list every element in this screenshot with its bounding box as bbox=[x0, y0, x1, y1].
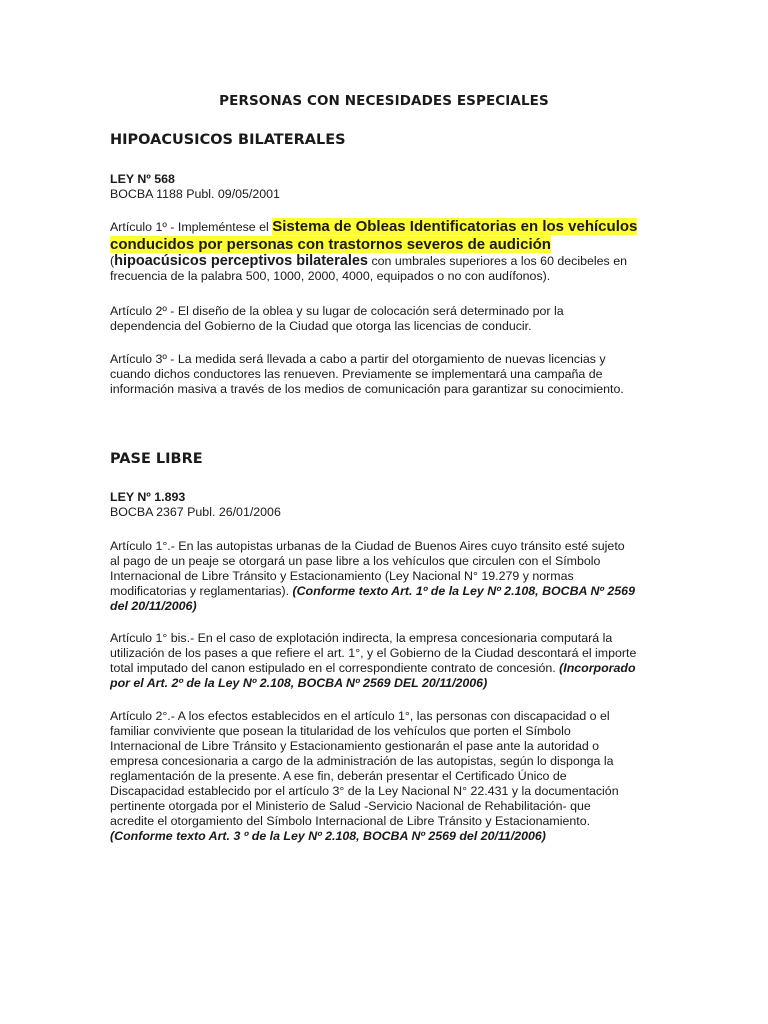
article-line: familiar conviviente que posean la titularidad de los vehículos que porten el Símbolo bbox=[110, 724, 571, 738]
article-line: Internacional de Libre Tránsito y Estacionamiento (Ley Nacional N° 19.279 y normas bbox=[110, 569, 574, 583]
article-line: cuando dichos conductores las renueven. Previamente se implementará una campaña de bbox=[110, 367, 603, 381]
article-line bbox=[110, 661, 670, 676]
article-1-oblea bbox=[110, 218, 670, 284]
article-line: Artículo 3º - La medida será llevada a cabo a partir del otorgamiento de nuevas licencias y bbox=[110, 352, 606, 366]
article-line: reglamentación de la presente. A ese fin, deberán presentar el Certificado Único de bbox=[110, 769, 567, 783]
law-number: LEY Nº 1.893 bbox=[110, 490, 186, 504]
amendment-note: (Conforme texto Art. 3 º de la Ley Nº 2.108, BOCBA Nº 2569 del 20/11/2006) bbox=[110, 829, 546, 843]
amendment-note: por el Art. 2º de la Ley Nº 2.108, BOCBA Nº 2569 DEL 20/11/2006) bbox=[110, 676, 488, 690]
bold-term: hipoacúsicos perceptivos bilaterales bbox=[114, 253, 368, 269]
article-line: Artículo 2º - El diseño de la oblea y su lugar de colocación será determinado por la bbox=[110, 304, 564, 318]
article-text: ( bbox=[110, 254, 115, 268]
article-text: total imputado del canon estipulado en el correspondiente contrato de concesión. bbox=[110, 661, 560, 675]
article-line: Internacional de Libre Tránsito y Estacionamiento gestionarán el pase ante la autoridad o bbox=[110, 739, 600, 753]
law-number: LEY Nº 568 bbox=[110, 172, 175, 186]
law-568-header bbox=[110, 172, 670, 202]
article-line: Discapacidad establecido por el artículo 3° de la Ley Nacional N° 22.431 y la documentación bbox=[110, 784, 619, 798]
article-line: frecuencia de la palabra 500, 1000, 2000, 4000, equipados o no con audífonos). bbox=[110, 269, 551, 283]
article-line bbox=[110, 584, 670, 599]
article-line: acredite el otorgamiento del Símbolo Internacional de Libre Tránsito y Estacionamiento. bbox=[110, 814, 591, 828]
article-line: utilización de los pases a que refiere el art. 1°, y el Gobierno de la Ciudad descontará el importe bbox=[110, 646, 637, 660]
article-line: información masiva a través de los medios de comunicación para garantizar su conocimiento. bbox=[110, 382, 624, 396]
article-line bbox=[110, 254, 670, 269]
article-1-bis-pase-libre bbox=[110, 631, 670, 691]
article-line: Artículo 1°.- En las autopistas urbanas de la Ciudad de Buenos Aires cuyo tránsito esté sujeto bbox=[110, 539, 625, 553]
article-text: Artículo 1º - Impleméntese el bbox=[110, 220, 273, 234]
section-heading-pase-libre: PASE LIBRE bbox=[110, 451, 203, 467]
article-text: con umbrales superiores a los 60 decibeles en bbox=[368, 254, 627, 268]
section-heading-hipoacusicos: HIPOACUSICOS BILATERALES bbox=[110, 132, 346, 148]
article-line bbox=[110, 236, 670, 254]
article-3-oblea bbox=[110, 352, 670, 397]
article-text: modificatorias y reglamentarias). bbox=[110, 584, 293, 598]
article-line: Artículo 1° bis.- En el caso de explotación indirecta, la empresa concesionaria computará la bbox=[110, 631, 613, 645]
highlighted-text: conducidos por personas con trastornos severos de audición bbox=[110, 236, 551, 253]
law-1893-header bbox=[110, 490, 670, 520]
article-line: dependencia del Gobierno de la Ciudad que otorga las licencias de conducir. bbox=[110, 319, 532, 333]
article-line: empresa concesionaria a cargo de la administración de las autopistas, según lo disponga la bbox=[110, 754, 614, 768]
document-title: PERSONAS CON NECESIDADES ESPECIALES bbox=[219, 93, 549, 109]
law-publication: BOCBA 2367 Publ. 26/01/2006 bbox=[110, 505, 281, 519]
law-publication: BOCBA 1188 Publ. 09/05/2001 bbox=[110, 187, 280, 201]
article-2-pase-libre bbox=[110, 709, 670, 844]
article-2-oblea bbox=[110, 304, 670, 334]
amendment-note: del 20/11/2006) bbox=[110, 599, 197, 613]
amendment-note: (Incorporado bbox=[559, 661, 636, 675]
amendment-note: (Conforme texto Art. 1º de la Ley Nº 2.108, BOCBA Nº 2569 bbox=[292, 584, 635, 598]
article-1-pase-libre bbox=[110, 539, 670, 614]
article-line: pertinente otorgada por el Ministerio de Salud -Servicio Nacional de Rehabilitación- que bbox=[110, 799, 591, 813]
article-line: Artículo 2°.- A los efectos establecidos en el artículo 1°, las personas con discapacidad o el bbox=[110, 709, 610, 723]
article-line: al pago de un peaje se otorgará un pase libre a los vehículos que circulen con el Símbolo bbox=[110, 554, 601, 568]
highlighted-text: Sistema de Obleas Identificatorias en los vehículos bbox=[272, 218, 638, 235]
article-line bbox=[110, 218, 670, 236]
